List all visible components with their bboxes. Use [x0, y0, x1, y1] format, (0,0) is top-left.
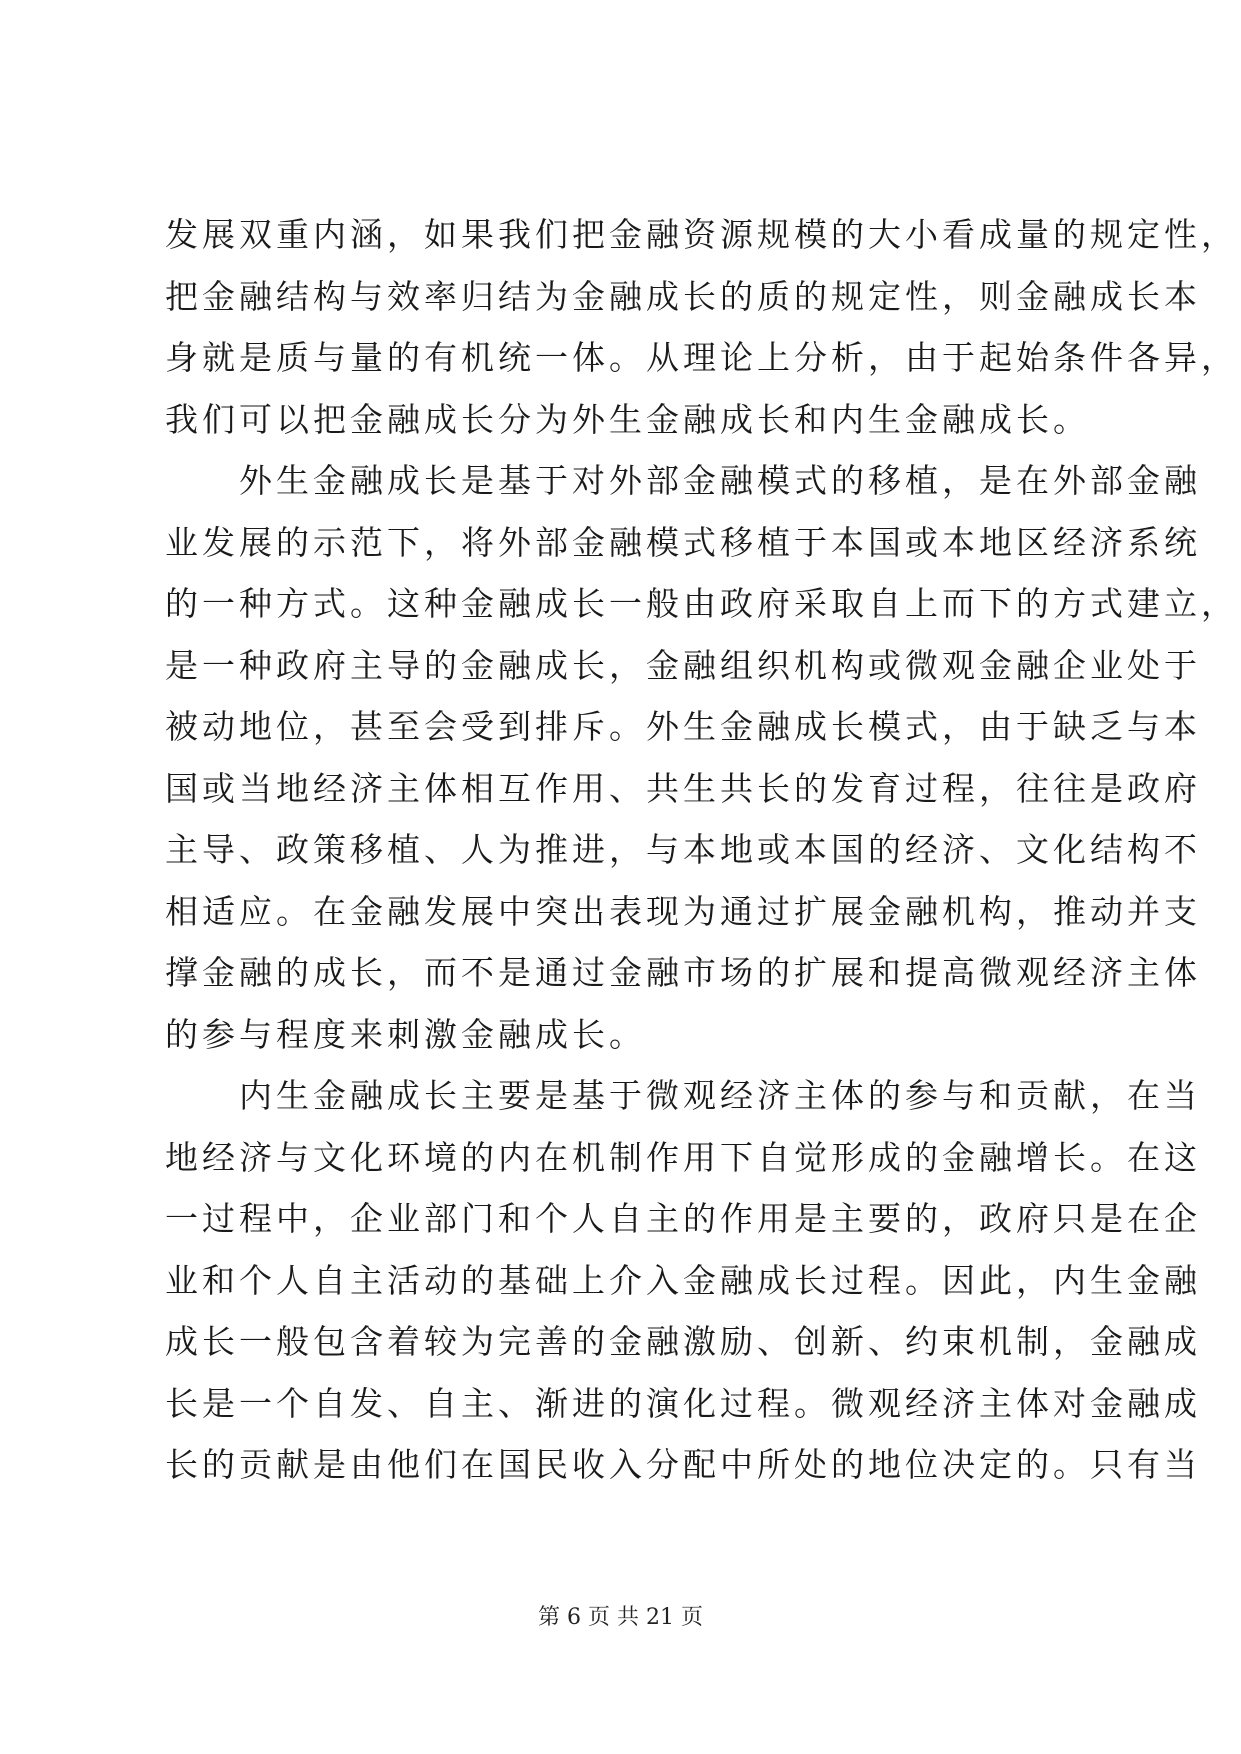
text-line: 一过程中，企业部门和个人自主的作用是主要的，政府只是在企	[165, 1199, 1201, 1238]
page-footer: 第 6 页 共 21 页	[538, 1605, 703, 1630]
text-line: 被动地位，甚至会受到排斥。外生金融成长模式，由于缺乏与本	[165, 707, 1201, 746]
text-line: 是一种政府主导的金融成长，金融组织机构或微观金融企业处于	[165, 645, 1201, 685]
text-line: 外生金融成长是基于对外部金融模式的移植，是在外部金融	[165, 461, 1201, 500]
text-line: 的参与程度来刺激金融成长。	[165, 1014, 646, 1054]
text-line: 撑金融的成长，而不是通过金融市场的扩展和提高微观经济主体	[165, 953, 1201, 992]
text-line: 我们可以把金融成长分为外生金融成长和内生金融成长。	[165, 399, 1090, 439]
text-line: 内生金融成长主要是基于微观经济主体的参与和贡献，在当	[165, 1076, 1201, 1115]
text-line: 的一种方式。这种金融成长一般由政府采取自上而下的方式建立，	[165, 584, 1238, 623]
text-line: 把金融结构与效率归结为金融成长的质的规定性，则金融成长本	[165, 276, 1201, 316]
text-line: 地经济与文化环境的内在机制作用下自觉形成的金融增长。在这	[165, 1137, 1201, 1177]
text-line: 业和个人自主活动的基础上介入金融成长过程。因此，内生金融	[165, 1260, 1201, 1300]
text-line: 发展双重内涵，如果我们把金融资源规模的大小看成量的规定性，	[165, 215, 1238, 254]
text-line: 相适应。在金融发展中突出表现为通过扩展金融机构，推动并支	[165, 891, 1201, 931]
text-line: 身就是质与量的有机统一体。从理论上分析，由于起始条件各异，	[165, 338, 1238, 377]
body-text	[165, 204, 1238, 1496]
text-line: 国或当地经济主体相互作用、共生共长的发育过程，往往是政府	[165, 768, 1201, 808]
text-line: 长的贡献是由他们在国民收入分配中所处的地位决定的。只有当	[165, 1445, 1201, 1484]
text-line: 主导、政策移植、人为推进，与本地或本国的经济、文化结构不	[165, 830, 1201, 869]
text-line: 业发展的示范下，将外部金融模式移植于本国或本地区经济系统	[165, 522, 1201, 562]
text-line: 成长一般包含着较为完善的金融激励、创新、约束机制，金融成	[165, 1322, 1201, 1361]
text-line: 长是一个自发、自主、渐进的演化过程。微观经济主体对金融成	[165, 1383, 1201, 1423]
